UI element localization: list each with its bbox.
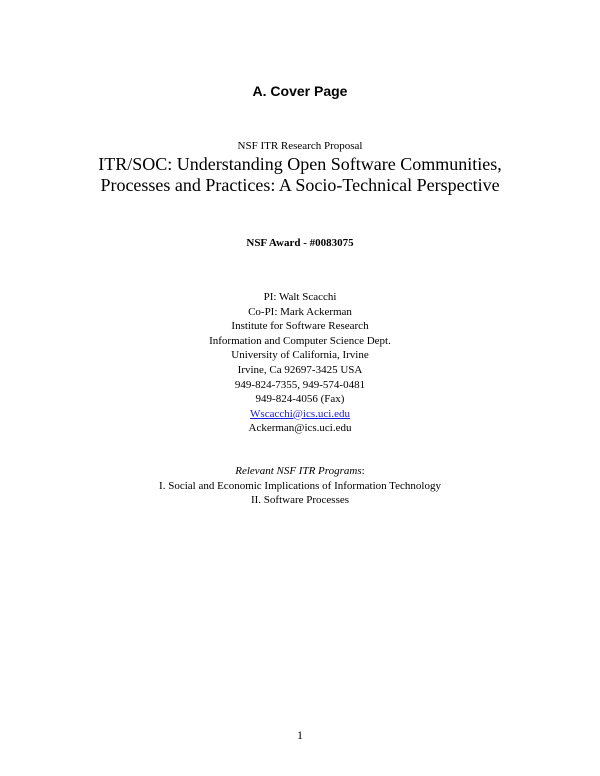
pi-name: PI: Walt Scacchi [263, 291, 337, 303]
university-name: University of California, Irvine [231, 349, 369, 362]
second-email: Ackerman@ics.uci.edu [248, 422, 352, 435]
proposal-title [0, 154, 600, 196]
title-line-1: ITR/SOC: Understanding Open Software Communities, [98, 154, 502, 174]
institute-name: Institute for Software Research [231, 320, 369, 333]
page-number: 1 [297, 728, 303, 742]
email-link[interactable]: Wscacchi@ics.uci.edu [250, 407, 350, 420]
proposal-type: NSF ITR Research Proposal [237, 140, 363, 152]
fax-number: 949-824-4056 (Fax) [255, 393, 345, 406]
cover-page-heading: A. Cover Page [252, 83, 348, 99]
programs-label-text: Relevant NSF ITR Programs [235, 465, 362, 477]
co-pi-name: Co-PI: Mark Ackerman [248, 305, 352, 318]
programs-label [0, 464, 600, 479]
phone-numbers: 949-824-7355, 949-574-0481 [234, 378, 366, 391]
department-name: Information and Computer Science Dept. [209, 334, 391, 347]
title-line-2: Processes and Practices: A Socio-Technical Perspective [100, 175, 500, 195]
contact-block [0, 290, 600, 436]
postal-address: Irvine, Ca 92697-3425 USA [237, 363, 363, 376]
programs-label-colon: : [361, 465, 365, 477]
program-item-2: II. Software Processes [250, 494, 350, 507]
email-row [0, 407, 600, 422]
award-number: NSF Award - #0083075 [246, 237, 354, 249]
program-item-1: I. Social and Economic Implications of Information Technology [159, 479, 441, 492]
programs-block [0, 464, 600, 508]
